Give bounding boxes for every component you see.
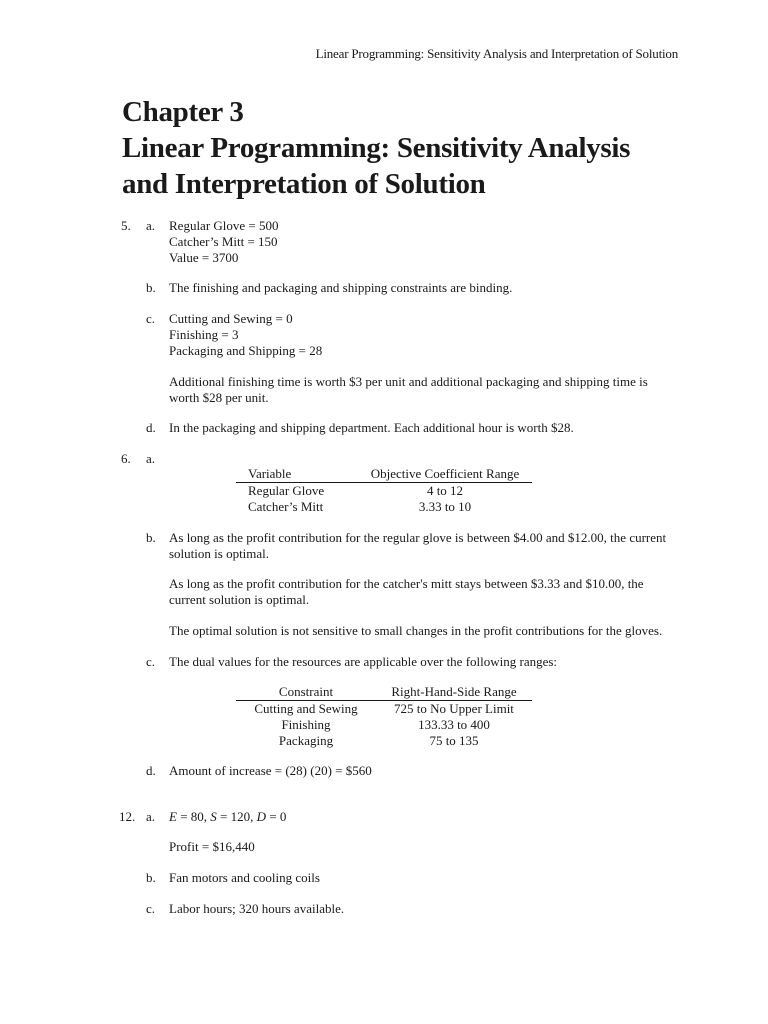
value-d: = 0: [266, 809, 287, 824]
column-header-constraint: Constraint: [236, 684, 376, 701]
q5c-label: c.: [146, 311, 156, 326]
q5d-answer: In the packaging and shipping department. Each additional hour is worth $28.: [169, 420, 574, 435]
table-cell: Regular Glove: [248, 483, 325, 498]
q12c-label: c.: [146, 901, 156, 916]
q5c-line-3: Packaging and Shipping = 28: [169, 343, 323, 358]
q5c-note: Additional finishing time is worth $3 per unit and additional packaging and shipping time is worth $28 per unit.: [169, 374, 648, 405]
q12b-answer: Fan motors and cooling coils: [169, 870, 320, 885]
table-cell: Packaging: [278, 733, 334, 748]
q5d-label: d.: [146, 420, 156, 435]
question-6-number: 6.: [121, 451, 131, 466]
q5a-answer: [169, 218, 679, 266]
q6d-answer: Amount of increase = (28) (20) = $560: [169, 763, 372, 778]
running-header: Linear Programming: Sensitivity Analysis and Interpretation of Solution: [315, 46, 678, 61]
q6b-paragraph-3: The optimal solution is not sensitive to small changes in the profit contributions for the gloves.: [169, 623, 663, 638]
table-header-row: [236, 466, 532, 483]
variable-s: S: [210, 809, 217, 824]
table-cell: 725 to No Upper Limit: [394, 701, 514, 716]
variable-e: E: [169, 809, 177, 824]
q6c-intro: The dual values for the resources are applicable over the following ranges:: [169, 654, 558, 669]
q5a-label: a.: [146, 218, 156, 233]
q6b-label: b.: [146, 530, 156, 545]
chapter-title-line-2: and Interpretation of Solution: [122, 168, 486, 200]
q5b-answer: The finishing and packaging and shipping constraints are binding.: [169, 280, 513, 295]
q6d-label: d.: [146, 763, 156, 778]
table-header-row: [236, 684, 532, 701]
table-cell: 75 to 135: [429, 733, 479, 748]
table-cell: Finishing: [281, 717, 331, 732]
q5b-label: b.: [146, 280, 156, 295]
table-cell: 4 to 12: [426, 483, 464, 498]
value-e: = 80,: [176, 809, 211, 824]
q12b-label: b.: [146, 870, 156, 885]
q6a-label: a.: [146, 451, 156, 466]
question-5-number: 5.: [121, 218, 131, 233]
column-header-rhs-range: Right-Hand-Side Range: [376, 684, 532, 701]
variable-d: D: [256, 809, 267, 824]
q5a-line-2: Catcher’s Mitt = 150: [169, 234, 278, 249]
column-header-variable: Variable: [236, 466, 358, 483]
chapter-heading: [122, 94, 722, 202]
q12a-answer: [169, 809, 679, 825]
value-s: = 120,: [216, 809, 257, 824]
table-row: [236, 717, 532, 733]
q12a-profit: Profit = $16,440: [169, 839, 255, 854]
q12a-label: a.: [146, 809, 156, 824]
q6c-label: c.: [146, 654, 156, 669]
q6b-paragraph-2: As long as the profit contribution for the catcher's mitt stays between $3.33 and $10.00, the current solution is optimal.: [169, 576, 644, 607]
q5a-line-1: Regular Glove = 500: [169, 218, 279, 233]
q6b-paragraph-1: As long as the profit contribution for the regular glove is between $4.00 and $12.00, the current solution is optimal.: [169, 530, 667, 561]
q5c-answer: [169, 311, 679, 359]
table-cell: Cutting and Sewing: [254, 701, 358, 716]
table-row: [236, 499, 532, 515]
chapter-label: Chapter 3: [122, 96, 244, 128]
q5a-line-3: Value = 3700: [169, 250, 239, 265]
q5c-line-2: Finishing = 3: [169, 327, 239, 342]
question-12-number: 12.: [119, 809, 136, 824]
chapter-title-line-1: Linear Programming: Sensitivity Analysis: [122, 132, 631, 164]
column-header-objective-range: Objective Coefficient Range: [358, 466, 532, 483]
q5c-line-1: Cutting and Sewing = 0: [169, 311, 293, 326]
table-row: [236, 733, 532, 749]
objective-coefficient-table: [236, 466, 532, 515]
q12c-answer: Labor hours; 320 hours available.: [169, 901, 345, 916]
rhs-range-table: [236, 684, 532, 749]
table-row: [236, 701, 532, 718]
table-cell: 133.33 to 400: [418, 717, 490, 732]
table-cell: 3.33 to 10: [418, 499, 472, 514]
table-cell: Catcher’s Mitt: [248, 499, 324, 514]
table-row: [236, 483, 532, 500]
